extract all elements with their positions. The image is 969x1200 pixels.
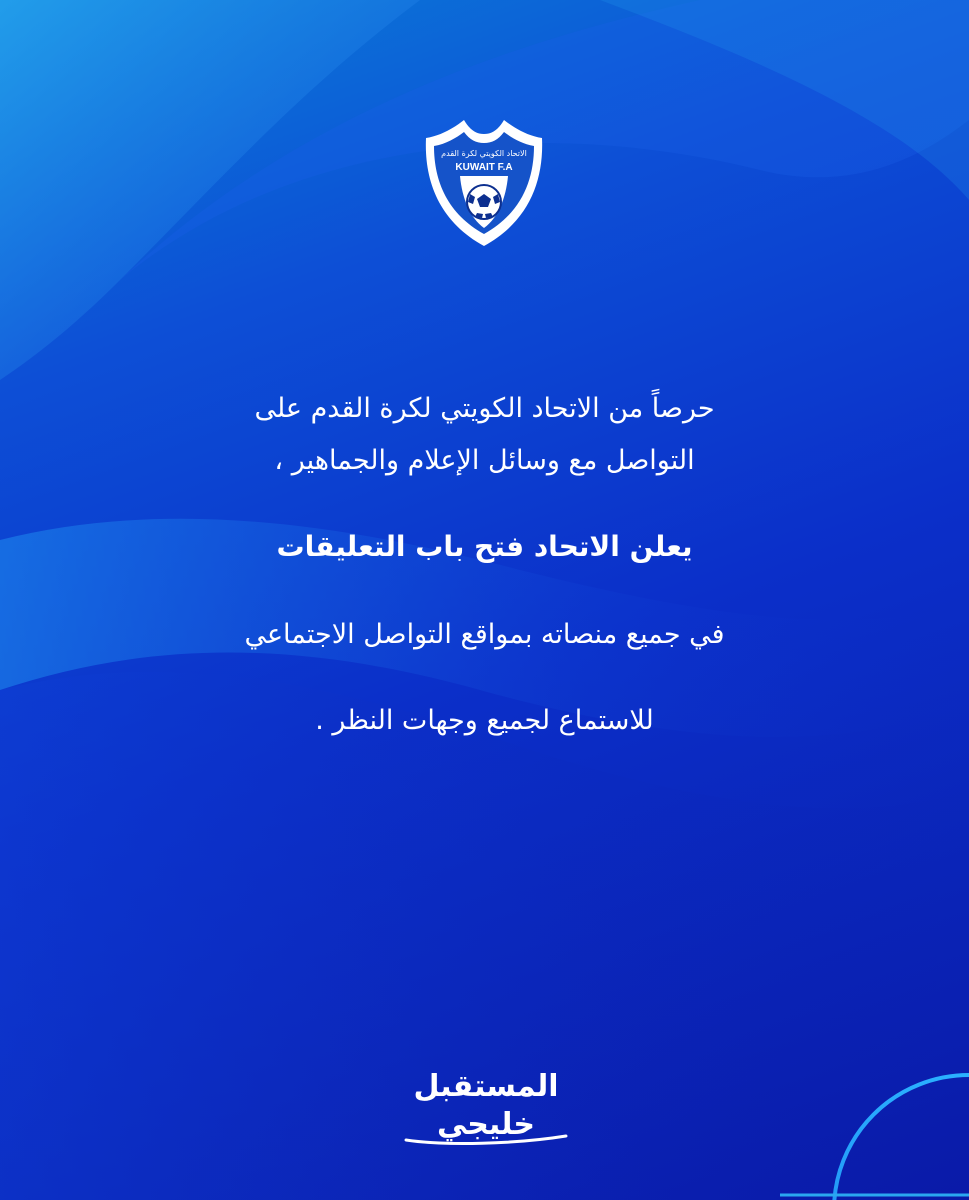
announcement-line-1: حرصاً من الاتحاد الكويتي لكرة القدم على	[254, 393, 715, 424]
announcement-line-4: للاستماع لجميع وجهات النظر .	[315, 705, 654, 736]
brand-line-2: خليجي	[436, 1107, 536, 1142]
wave-top-left	[0, 0, 420, 380]
brand-wordmark-logo	[396, 1064, 576, 1150]
announcement-line-2: التواصل مع وسائل الإعلام والجماهير ،	[274, 445, 695, 476]
brand-line-1: المستقبل	[413, 1069, 559, 1104]
kuwait-fa-crest	[420, 118, 548, 248]
announcement-headline: يعلن الاتحاد فتح باب التعليقات	[276, 530, 693, 563]
announcement-line-3: في جميع منصاته بمواقع التواصل الاجتماعي	[244, 619, 725, 650]
crest-arabic-name: الاتحاد الكويتي لكرة القدم	[441, 149, 527, 158]
crest-english-name: KUWAIT F.A	[455, 162, 513, 173]
football-icon	[467, 185, 501, 219]
